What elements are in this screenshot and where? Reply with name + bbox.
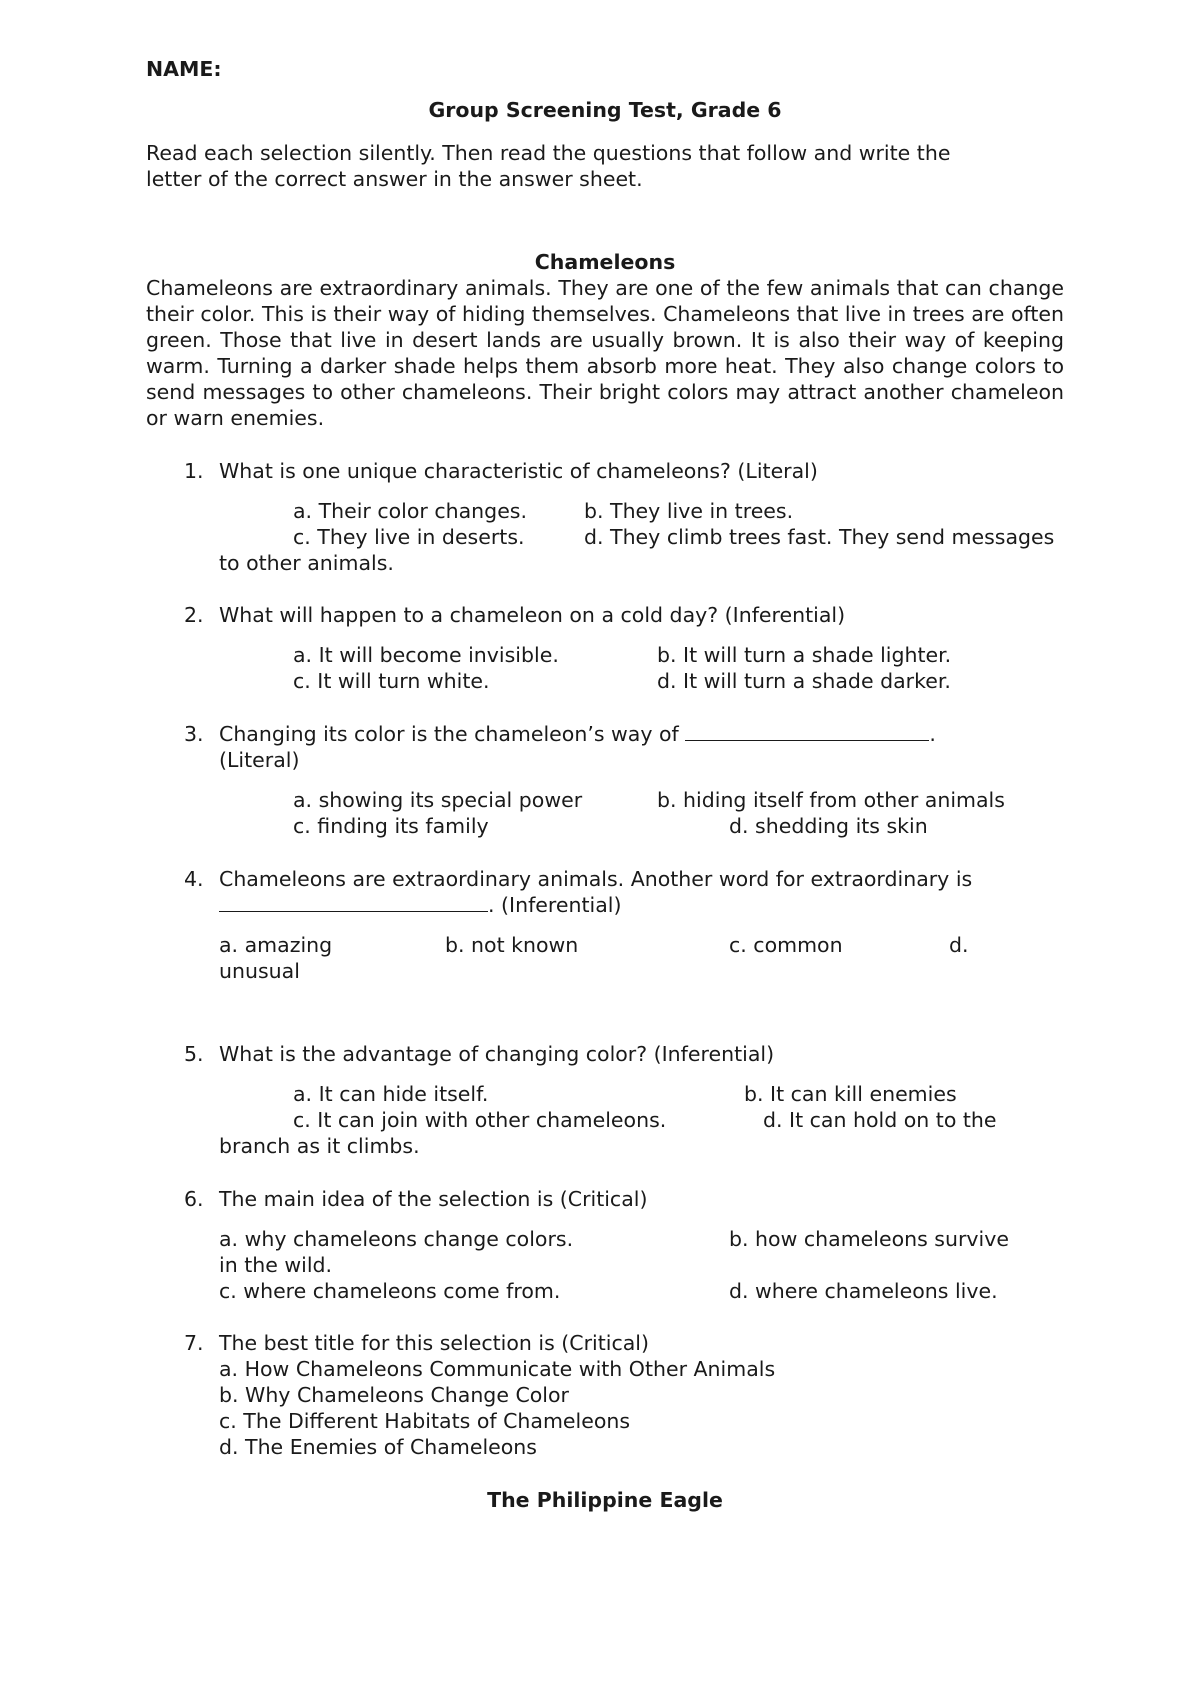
- question-5-option-a: a. It can hide itself.: [293, 1082, 489, 1106]
- question-3-stem: Changing its color is the chameleon’s way of: [219, 722, 679, 746]
- question-7-option-d: d. The Enemies of Chameleons: [219, 1435, 537, 1459]
- question-6-number: 6.: [184, 1187, 204, 1211]
- passage: Chameleons are extraordinary animals. They are one of the few animals that can change their color. This is their way of hiding themselves. Chameleons that live in trees are often green. Those that live in desert lands are usually brown. It is also their way of keeping warm. Turning a darker shade helps them absorb more heat. They also change colors to send messages to other chameleons. Their bright colors may attract another chameleon or warn enemies.: [146, 276, 1064, 430]
- question-2-option-a: a. It will become invisible.: [293, 643, 559, 667]
- question-5-number: 5.: [184, 1042, 204, 1066]
- question-7-option-b: b. Why Chameleons Change Color: [219, 1383, 569, 1407]
- question-3-text: [219, 721, 936, 747]
- question-1-option-a: a. Their color changes.: [293, 499, 527, 523]
- question-1-option-b: b. They live in trees.: [584, 499, 794, 523]
- question-6-option-d: d. where chameleons live.: [729, 1279, 998, 1303]
- question-2-text: What will happen to a chameleon on a cold day? (Inferential): [219, 603, 846, 627]
- selection-2-title: The Philippine Eagle: [487, 1488, 723, 1512]
- answer-blank: [219, 893, 488, 912]
- question-5-option-d-wrap: branch as it climbs.: [219, 1134, 420, 1158]
- question-5-option-b: b. It can kill enemies: [744, 1082, 957, 1106]
- instructions-line-2: letter of the correct answer in the answer sheet.: [146, 167, 643, 191]
- question-3-option-b: b. hiding itself from other animals: [657, 788, 1005, 812]
- question-4-number: 4.: [184, 867, 204, 891]
- question-2-option-d: d. It will turn a shade darker.: [657, 669, 951, 693]
- question-4-option-d: d.: [949, 933, 969, 957]
- question-5-option-c: c. It can join with other chameleons.: [293, 1108, 667, 1132]
- test-title: Group Screening Test, Grade 6: [428, 98, 782, 122]
- question-6-option-b-wrap: in the wild.: [219, 1253, 333, 1277]
- question-6-option-a: a. why chameleons change colors.: [219, 1227, 574, 1251]
- question-4-option-d-wrap: unusual: [219, 959, 300, 983]
- question-2-option-c: c. It will turn white.: [293, 669, 490, 693]
- question-7-number: 7.: [184, 1331, 204, 1355]
- selection-title: Chameleons: [534, 250, 676, 274]
- question-3-stem-end: .: [929, 722, 936, 746]
- name-label: NAME:: [146, 57, 222, 81]
- question-5-text: What is the advantage of changing color? (Inferential): [219, 1042, 775, 1066]
- question-1-option-c: c. They live in deserts.: [293, 525, 525, 549]
- question-4-option-b: b. not known: [445, 933, 579, 957]
- question-4-text-line-2: [219, 892, 621, 918]
- question-1-option-d: d. They climb trees fast. They send messages: [584, 525, 1055, 549]
- question-4-option-a: a. amazing: [219, 933, 333, 957]
- question-6-option-c: c. where chameleons come from.: [219, 1279, 561, 1303]
- question-3-text-line-2: (Literal): [219, 748, 300, 772]
- question-1-number: 1.: [184, 459, 204, 483]
- question-5-option-d: d. It can hold on to the: [763, 1108, 997, 1132]
- answer-blank: [685, 722, 929, 741]
- question-1-option-d-wrap: to other animals.: [219, 551, 394, 575]
- question-7-option-a: a. How Chameleons Communicate with Other Animals: [219, 1357, 776, 1381]
- question-3-number: 3.: [184, 722, 204, 746]
- question-3-option-d: d. shedding its skin: [729, 814, 928, 838]
- question-4-text: Chameleons are extraordinary animals. Another word for extraordinary is: [219, 867, 973, 891]
- instructions-line-1: Read each selection silently. Then read the questions that follow and write the: [146, 141, 951, 165]
- question-7-text: The best title for this selection is (Critical): [219, 1331, 649, 1355]
- question-6-option-b: b. how chameleons survive: [729, 1227, 1009, 1251]
- question-2-number: 2.: [184, 603, 204, 627]
- question-3-option-c: c. finding its family: [293, 814, 489, 838]
- question-7-option-c: c. The Different Habitats of Chameleons: [219, 1409, 631, 1433]
- question-1-text: What is one unique characteristic of chameleons? (Literal): [219, 459, 818, 483]
- question-6-text: The main idea of the selection is (Critical): [219, 1187, 648, 1211]
- question-4-option-c: c. common: [729, 933, 843, 957]
- question-3-option-a: a. showing its special power: [293, 788, 583, 812]
- question-4-stem-end: . (Inferential): [488, 893, 622, 917]
- question-2-option-b: b. It will turn a shade lighter.: [657, 643, 952, 667]
